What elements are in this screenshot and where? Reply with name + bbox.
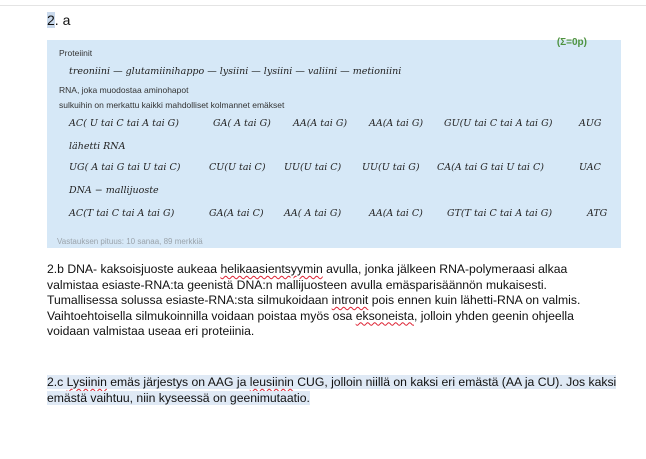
codon-cell: ATG (587, 208, 608, 219)
spellcheck-word[interactable]: intronit (331, 293, 369, 307)
text-run: CUG, jolloin niillä on kaksi eri emästä (AA ja CU). Jos kaksi emästä vaihtuu, niin kyseessä on geenimutaatio. (47, 375, 617, 405)
codon-cell: UU(U tai C) (284, 162, 342, 173)
codon-cell: AA(A tai C) (369, 208, 423, 219)
question-heading[interactable] (47, 12, 70, 28)
codon-cell: GA(A tai C) (209, 208, 264, 219)
codon-cell: UG( A tai G tai U tai C) (69, 162, 181, 173)
answer-panel (47, 37, 621, 248)
spellcheck-word[interactable]: eksoneista (355, 308, 414, 323)
answer-length-counter: Vastauksen pituus: 10 sanaa, 89 merkkiä (57, 237, 203, 246)
codon-cell: AUG (579, 118, 602, 129)
codon-cell: GT(T tai C tai A tai G) (447, 208, 553, 219)
codon-cell: UU(U tai G) (362, 162, 420, 173)
text-run: pois ennen kuin lähetti-RNA on valmis. Vaihtoehtoisella silmukoinnilla voidaan poistaa myös osa (47, 293, 581, 323)
label-parentheses: sulkuihin on merkattu kaikki mahdolliset kolmannet emäkset (59, 100, 285, 110)
text-run: avulla, jonka jälkeen RNA-polymeraasi alkaa valmistaa esiaste-RNA:ta geenistä DNA:n mallijuosteen avulla emäsparisäännön mukaisesti. Tumallisessa solussa esiaste-RNA:sta silmukoidaan (47, 262, 568, 307)
protein-sequence: treoniini — glutamiinihappo — lysiini — lysiini — valiini — metioniini (69, 66, 402, 77)
spellcheck-word[interactable]: leusiinin (249, 375, 294, 389)
paragraph-2b[interactable] (47, 262, 617, 340)
label-mrna: lähetti RNA (69, 141, 126, 152)
label-dna: DNA − mallijuoste (69, 185, 159, 196)
heading-rest: . a (54, 12, 71, 28)
codon-cell: GU(U tai C tai A tai G) (444, 118, 553, 129)
codon-cell: AC(T tai C tai A tai G) (69, 208, 175, 219)
codon-cell: CU(U tai C) (209, 162, 266, 173)
codon-cell: AA(A tai G) (369, 118, 424, 129)
spellcheck-word[interactable]: Lysiinin (66, 375, 107, 389)
codon-cell: AA( A tai G) (284, 208, 342, 219)
spellcheck-word[interactable]: helikaasientsyymin (220, 262, 323, 276)
text-run: emäs järjestys on AAG ja (106, 375, 250, 389)
codon-cell: AA(A tai G) (293, 118, 348, 129)
label-proteins: Proteiinit (59, 48, 93, 58)
text-run: 2.b DNA- kaksoisjuoste aukeaa (47, 262, 221, 276)
codon-cell: AC( U tai C tai A tai G) (69, 118, 179, 129)
codon-cell: GA( A tai G) (213, 118, 271, 129)
text-run: 2.c (47, 375, 67, 389)
heading-number: 2 (47, 12, 55, 28)
text-run: , jolloin yhden geenin ohjeella voidaan valmistaa useaa eri proteiinia. (47, 308, 574, 338)
score-badge: (Σ=0p) (556, 37, 587, 48)
codon-cell: CA(A tai G tai U tai C) (437, 162, 544, 173)
paragraph-2c[interactable] (47, 375, 617, 406)
label-rna-aminos: RNA, joka muodostaa aminohapot (59, 85, 189, 95)
top-divider (0, 5, 646, 6)
codon-cell: UAC (579, 162, 601, 173)
